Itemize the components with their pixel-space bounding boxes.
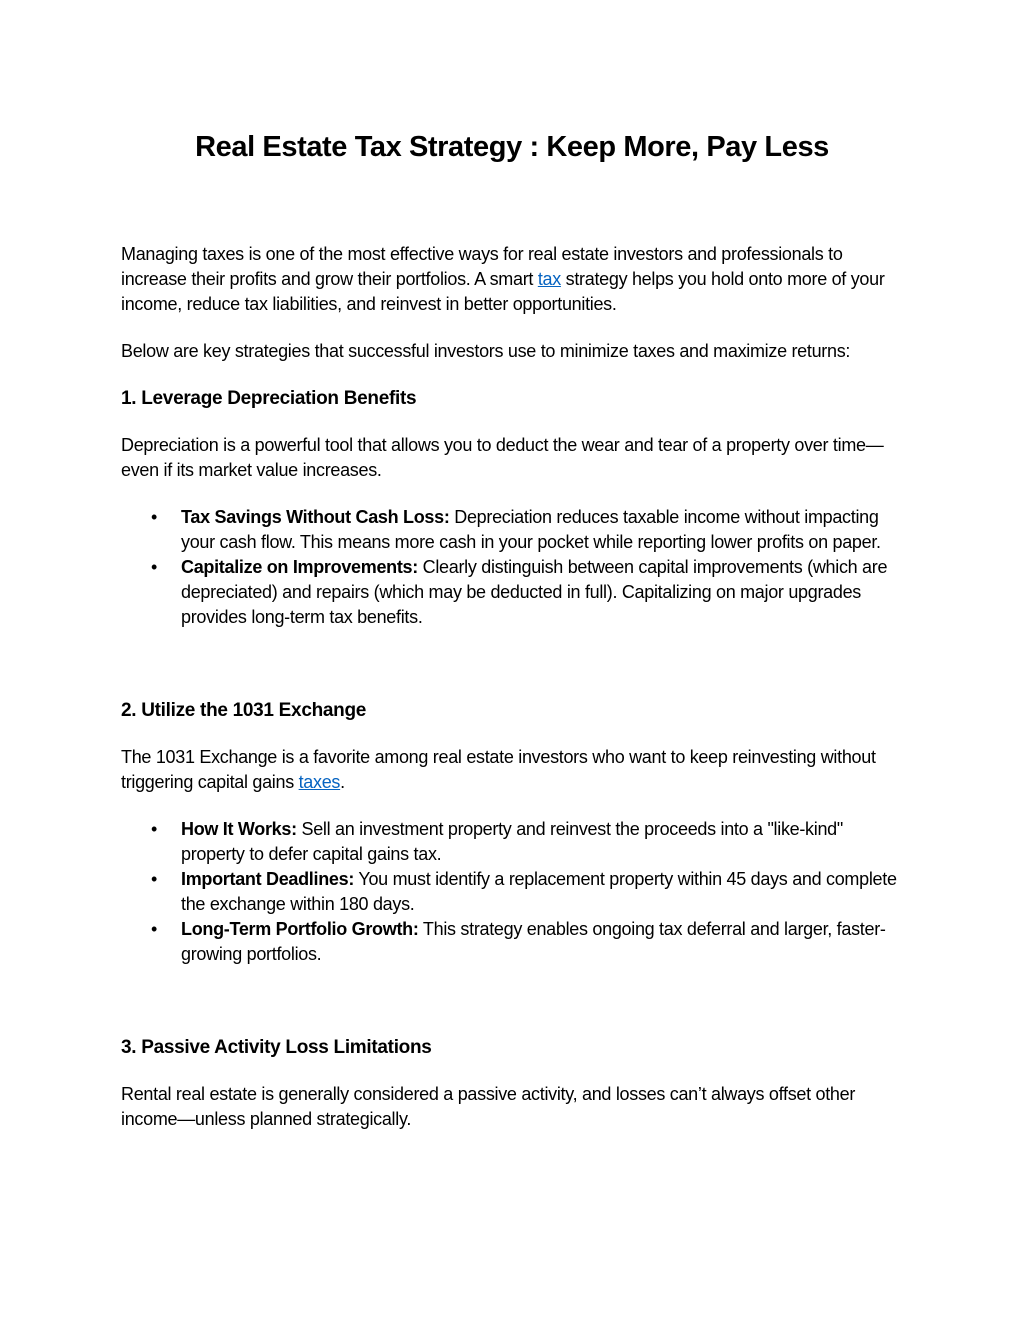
document-title: Real Estate Tax Strategy : Keep More, Pay Less: [195, 131, 829, 163]
intro-paragraph: [121, 242, 903, 317]
section-1-heading: 1. Leverage Depreciation Benefits: [121, 388, 417, 409]
section-2-bullet-list: [121, 817, 903, 967]
section-1-bullet-list: [121, 505, 903, 630]
intro-text-after-link: strategy helps you hold onto more of your income, reduce tax liabilities, and reinvest in better opportunities.: [121, 269, 885, 314]
bullet-label: Important Deadlines:: [181, 869, 355, 889]
list-item: [121, 505, 903, 555]
intro-text-before-link: Managing taxes is one of the most effective ways for real estate investors and professionals to increase their profits and grow their portfolios. A smart: [121, 244, 843, 289]
tax-hyperlink[interactable]: tax: [537, 269, 561, 289]
bullet-label: How It Works:: [181, 819, 297, 839]
bullet-text: You must identify a replacement property within 45 days and complete the exchange within 180 days.: [181, 869, 897, 914]
section-3-paragraph: Rental real estate is generally considered a passive activity, and losses can’t always offset other income—unless planned strategically.: [121, 1084, 856, 1129]
bullet-text: This strategy enables ongoing tax deferral and larger, faster-growing portfolios.: [181, 919, 886, 964]
bullet-text: Clearly distinguish between capital improvements (which are depreciated) and repairs (which may be deducted in full). Capitalizing on major upgrades provides long-term tax benefits.: [181, 557, 888, 627]
taxes-hyperlink[interactable]: taxes: [298, 772, 341, 792]
list-item: [121, 917, 903, 967]
section-2-text-before-link: The 1031 Exchange is a favorite among real estate investors who want to keep reinvesting without triggering capital gains: [121, 747, 876, 792]
bullet-text: Sell an investment property and reinvest the proceeds into a "like-kind" property to defer capital gains tax.: [181, 819, 843, 864]
strategies-lead-in-paragraph: Below are key strategies that successful investors use to minimize taxes and maximize returns:: [121, 341, 851, 361]
bullet-label: Capitalize on Improvements:: [181, 557, 418, 577]
bullet-label: Long-Term Portfolio Growth:: [181, 919, 419, 939]
bullet-label: Tax Savings Without Cash Loss:: [181, 507, 450, 527]
list-item: [121, 867, 903, 917]
section-3-heading: 3. Passive Activity Loss Limitations: [121, 1037, 432, 1058]
bullet-text: Depreciation reduces taxable income without impacting your cash flow. This means more cash in your pocket while reporting lower profits on paper.: [181, 507, 881, 552]
section-1-paragraph: Depreciation is a powerful tool that allows you to deduct the wear and tear of a property over time—even if its market value increases.: [121, 435, 884, 480]
section-2-text-after-link: .: [340, 772, 345, 792]
section-2-paragraph: [121, 745, 903, 795]
list-item: [121, 817, 903, 867]
section-2-heading: 2. Utilize the 1031 Exchange: [121, 700, 367, 721]
list-item: [121, 555, 903, 630]
